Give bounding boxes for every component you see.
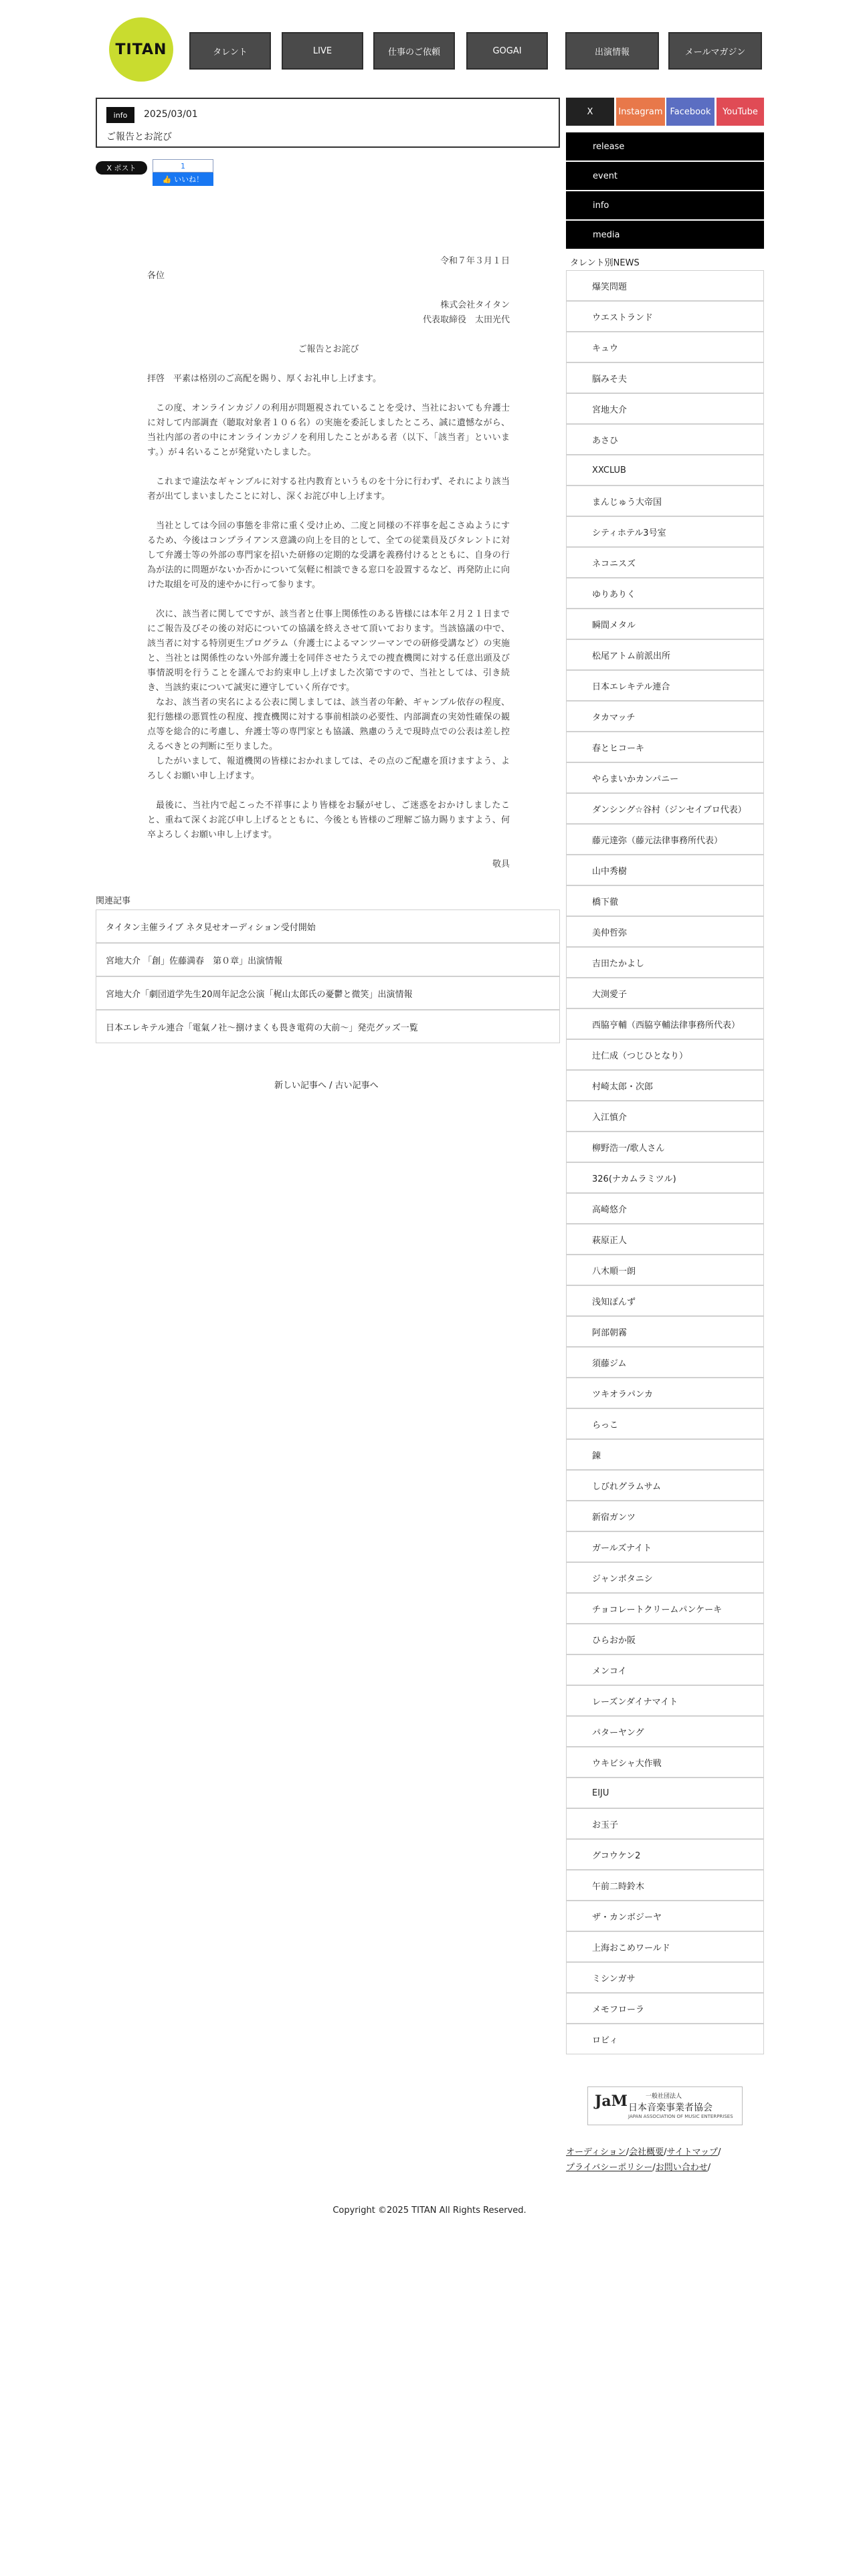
association-logo[interactable] [587, 2086, 743, 2125]
talent-news-link[interactable]: 辻仁成（つじひとなり） [566, 1039, 764, 1070]
letter-paragraph: 次に、該当者に関してですが、該当者と仕事上関係性のある皆様には本年２月２１日までにご報告及びその後の対応についての協議を終えさせて頂いております。当該協議の中で、該当者に対する特別更生プログラム（弁護士によるマンツーマンでの研修受講など）の実施と、当社とは関係性のない外部弁護士を同伴させたうえでの捜査機関に対する任意出頭及び事情説明を行うことを謹んでお約束申し上げました次第ですので、当社としては、引き続き、当該約束について誠実に遵守していく所存です。 [147, 609, 510, 693]
talent-news-link[interactable]: 浅知ぽんず [566, 1285, 764, 1316]
talent-news-link[interactable]: キュウ [566, 332, 764, 362]
facebook-like-count: 1 [153, 159, 213, 173]
article-date: 2025/03/01 [144, 109, 198, 120]
talent-news-link[interactable]: 宮地大介 [566, 393, 764, 424]
association-name: 日本音楽事業者協会 [628, 2103, 712, 2113]
footer-link-contact[interactable]: お問い合わせ [655, 2163, 708, 2173]
talent-news-link[interactable]: 上海おこめワールド [566, 1931, 764, 1962]
x-post-button[interactable]: X ポスト [96, 161, 147, 175]
talent-news-link[interactable]: ツキオラパンカ [566, 1378, 764, 1408]
talent-news-link[interactable]: ウエストランド [566, 301, 764, 332]
related-article-link[interactable]: 宮地大介 「創」佐藤満春 第０章」出演情報 [96, 943, 560, 976]
talent-news-link[interactable]: ミシンガサ [566, 1962, 764, 1993]
letter-recipient: 各位 [147, 271, 165, 281]
talent-news-link[interactable]: シティホテル3号室 [566, 516, 764, 547]
talent-news-link[interactable]: 爆笑問題 [566, 270, 764, 301]
talent-news-link[interactable]: 326(ナカムラミツル) [566, 1162, 764, 1193]
letter-closing: 敬具 [492, 859, 510, 869]
footer-links: オーディション/会社概要/サイトマップ/ プライバシーポリシー/お問い合わせ/ [566, 2147, 721, 2173]
talent-news-link[interactable]: やらまいかカンパニー [566, 762, 764, 793]
category-badge: info [106, 107, 134, 123]
related-article-link[interactable]: タイタン主催ライブ ネタ見せオーディション受付開始 [96, 909, 560, 943]
letter-company: 株式会社タイタン [440, 300, 510, 310]
talent-news-link[interactable]: ガールズナイト [566, 1531, 764, 1562]
nav-work-request[interactable]: 仕事のご依頼 [373, 32, 455, 70]
letter-paragraph: なお、該当者の実名による公表に関しましては、該当者の年齢、ギャンブル依存の程度、犯行態様の悪質性の程度、捜査機関に対する事前相談の必要性、内部調査の実効性確保の観点等を総合的に考慮し、弁護士等の専門家とも協議、熟慮のうえで現時点での公表は差し控えるべきとの判断に至りました。 [147, 697, 510, 752]
talent-news-link[interactable]: ひらおか阪 [566, 1624, 764, 1654]
talent-news-link[interactable]: ロビィ [566, 2024, 764, 2054]
talent-news-link[interactable]: チョコレートクリームパンケーキ [566, 1593, 764, 1624]
letter-paragraph: 拝啓 平素は格別のご高配を賜り、厚くお礼申し上げます。 [147, 374, 381, 384]
talent-news-link[interactable]: 萩原正人 [566, 1224, 764, 1255]
talent-news-link[interactable]: 八木順一朗 [566, 1255, 764, 1285]
youtube-link-button[interactable]: YouTube [717, 98, 764, 126]
jame-mark-icon: JaM [595, 2092, 628, 2110]
talent-news-link[interactable]: ザ・カンボジーヤ [566, 1901, 764, 1931]
talent-news-link[interactable]: ダンシング☆谷村（ジンセイブロ代表） [566, 793, 764, 824]
talent-news-link[interactable]: 春とヒコーキ [566, 732, 764, 762]
footer-link-sitemap[interactable]: サイトマップ [666, 2147, 719, 2157]
talent-news-link[interactable]: 阿部朝霧 [566, 1316, 764, 1347]
talent-news-link[interactable]: あさひ [566, 424, 764, 455]
related-article-link[interactable]: 日本エレキテル連合「電氣ノ社〜捌けまくも畏き電荷の大前〜」発売グッズ一覧 [96, 1010, 560, 1043]
talent-news-link[interactable]: 橋下徹 [566, 885, 764, 916]
related-heading: 関連記事 [96, 896, 131, 906]
talent-news-link[interactable]: 瞬間メタル [566, 609, 764, 639]
talent-news-link[interactable]: 藤元達弥（藤元法律事務所代表） [566, 824, 764, 855]
talent-news-link[interactable]: 山中秀樹 [566, 855, 764, 885]
letter-paragraph: 当社としては今回の事態を非常に重く受け止め、二度と同様の不祥事を起こさぬようにするため、今後はコンプライアンス意識の向上を目的として、全ての従業員及びタレントに対して弁護士等の外部の専門家を招いた研修の定期的な受講を義務付けるとともに、自身の行為が法的に問題がないか否かについて気軽に相談できる窓口を設置するなど、再発防止に向けた取組を可及的速やかに行って参ります。 [147, 521, 510, 590]
talent-news-link[interactable]: 柳野浩一/歌人さん [566, 1132, 764, 1162]
talent-news-link[interactable]: タカマッチ [566, 701, 764, 732]
side-menu-release[interactable]: release [566, 132, 764, 160]
talent-news-link[interactable]: らっこ [566, 1408, 764, 1439]
talent-news-link[interactable]: まんじゅう大帝国 [566, 486, 764, 516]
footer-link-company[interactable]: 会社概要 [629, 2147, 664, 2157]
article-title: ご報告とお詫び [106, 132, 172, 142]
letter-paragraph: これまで違法なギャンブルに対する社内教育というものを十分に行わず、それにより該当者が出てしまいましたことに対し、深くお詫び申し上げます。 [147, 477, 510, 502]
talent-news-link[interactable]: 入江慎介 [566, 1101, 764, 1132]
talent-news-link[interactable]: 午前二時鈴木 [566, 1870, 764, 1901]
article-header [96, 98, 560, 148]
footer-link-privacy[interactable]: プライバシーポリシー [566, 2163, 653, 2173]
talent-news-link[interactable]: お玉子 [566, 1808, 764, 1839]
talent-news-link[interactable]: 大渕愛子 [566, 978, 764, 1008]
copyright: Copyright ©2025 TITAN All Rights Reserved. [332, 2206, 527, 2216]
footer-link-audition[interactable]: オーディション [566, 2147, 626, 2157]
article-pager[interactable]: 新しい記事へ / 古い記事へ [274, 1081, 379, 1091]
announcement-letter [147, 254, 510, 872]
side-menu-media[interactable]: media [566, 221, 764, 249]
nav-appearances[interactable]: 出演情報 [565, 32, 659, 70]
letter-paragraph: この度、オンラインカジノの利用が問題視されていることを受け、当社においても弁護士に対して内部調査（聴取対象者１０６名）の実施を委託しましたところ、誠に遺憾ながら、当社内部の者の中にオンラインカジノを利用したことがある者（以下、「該当者」といいます。）が４名いることが発覚いたしました。 [147, 403, 510, 457]
talent-news-link[interactable]: 須藤ジム [566, 1347, 764, 1378]
site-logo[interactable] [109, 17, 173, 82]
talent-news-link[interactable]: EIJU [566, 1778, 764, 1808]
talent-news-link[interactable]: グコウケン2 [566, 1839, 764, 1870]
talent-news-link[interactable]: ウキビシャ大作戦 [566, 1747, 764, 1778]
logo-text: TITAN [115, 41, 167, 58]
letter-ceo: 代表取締役 太田光代 [422, 315, 510, 325]
side-menu-event[interactable]: event [566, 162, 764, 190]
association-type: 一般社団法人 [646, 2093, 682, 2100]
letter-date: 令和７年３月１日 [440, 256, 510, 266]
x-link-button[interactable]: X [566, 98, 614, 126]
talent-news-link[interactable]: パターヤング [566, 1716, 764, 1747]
talent-news-link[interactable]: 脳みそ夫 [566, 362, 764, 393]
letter-paragraph: したがいまして、報道機関の皆様におかれましては、その点のご配慮を頂けますよう、よろしくお願い申し上げます。 [147, 756, 510, 781]
nav-live[interactable]: LIVE [282, 32, 363, 70]
talent-news-link[interactable]: 村崎太郎・次郎 [566, 1070, 764, 1101]
talent-news-link[interactable]: 吉田たかよし [566, 947, 764, 978]
side-menu-info[interactable]: info [566, 191, 764, 219]
talent-news-link[interactable]: しびれグラムサム [566, 1470, 764, 1501]
letter-heading: ご報告とお詫び [298, 344, 359, 354]
talent-news-link[interactable]: 松尾アトム前派出所 [566, 639, 764, 670]
association-english-name: JAPAN ASSOCIATION OF MUSIC ENTERPRISES [628, 2114, 733, 2119]
talent-news-link[interactable]: ゆりありく [566, 578, 764, 609]
talent-news-link[interactable]: XXCLUB [566, 455, 764, 486]
talent-news-link[interactable]: 錬 [566, 1439, 764, 1470]
instagram-link-button[interactable]: Instagram [616, 98, 665, 126]
talent-news-link[interactable]: 新宿ガンツ [566, 1501, 764, 1531]
talent-news-link[interactable]: メンコイ [566, 1654, 764, 1685]
facebook-link-button[interactable]: Facebook [666, 98, 714, 126]
facebook-like-button[interactable]: 👍 いいね！ [153, 173, 213, 186]
letter-paragraph: 最後に、当社内で起こった不祥事により皆様をお騒がせし、ご迷惑をおかけしましたこと、重ねて深くお詫び申し上げるとともに、今後とも皆様のご理解ご協力賜りますよう、何卒よろしくお願い申し上げます。 [147, 800, 510, 840]
talent-news-link[interactable]: ジャンボタニシ [566, 1562, 764, 1593]
nav-gogai[interactable]: GOGAI [466, 32, 548, 70]
talent-news-heading: タレント別NEWS [570, 258, 640, 268]
talent-news-link[interactable]: 日本エレキテル連合 [566, 670, 764, 701]
talent-news-link[interactable]: レーズンダイナマイト [566, 1685, 764, 1716]
talent-news-link[interactable]: 美仲哲弥 [566, 916, 764, 947]
talent-news-link[interactable]: 西脇亨輔（西脇亨輔法律事務所代表） [566, 1008, 764, 1039]
talent-news-link[interactable]: 高崎悠介 [566, 1193, 764, 1224]
talent-news-link[interactable]: ネコニスズ [566, 547, 764, 578]
talent-news-link[interactable]: メモフローラ [566, 1993, 764, 2024]
nav-talent[interactable]: タレント [189, 32, 271, 70]
nav-mail-magazine[interactable]: メールマガジン [668, 32, 762, 70]
related-article-link[interactable]: 宮地大介「劇団道学先生20周年記念公演「梶山太郎氏の憂鬱と微笑」出演情報 [96, 976, 560, 1010]
